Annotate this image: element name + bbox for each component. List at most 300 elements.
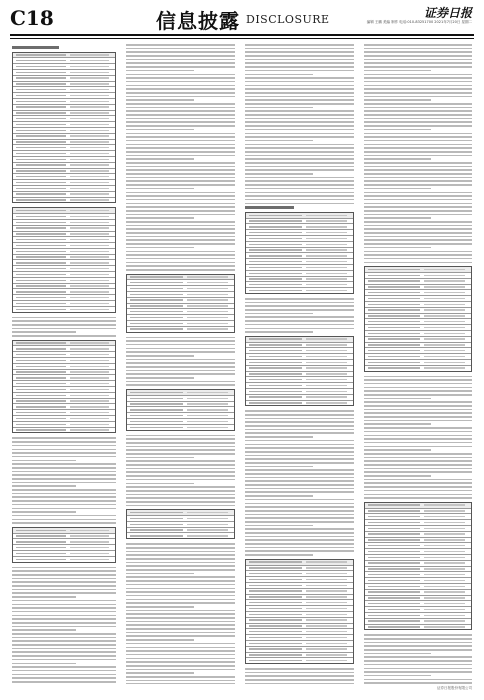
page-number: C18 (10, 6, 54, 30)
text-line (126, 225, 235, 227)
text-line (126, 464, 235, 466)
text-line (364, 199, 472, 201)
text-line (245, 328, 354, 330)
text-line (12, 644, 116, 646)
text-line (126, 654, 235, 656)
text-line (364, 151, 472, 153)
text-line (364, 239, 472, 241)
text-line (364, 66, 472, 68)
text-line (126, 107, 235, 109)
text-line (245, 55, 354, 57)
text-line (245, 66, 354, 68)
text-line (12, 655, 116, 657)
text-line (12, 500, 116, 502)
text-line (126, 362, 235, 364)
text-line (126, 468, 235, 470)
text-line (126, 505, 235, 507)
table-row (13, 307, 115, 312)
text-line (126, 162, 235, 164)
text-line (245, 203, 354, 205)
text-line (126, 269, 235, 271)
text-line (245, 320, 354, 322)
text-line (245, 484, 354, 486)
text-line (126, 647, 235, 649)
text-line (12, 640, 116, 642)
text-line (245, 147, 354, 149)
text-line (126, 118, 235, 120)
text-line (12, 629, 76, 631)
text-line (364, 107, 472, 109)
text-line (12, 331, 76, 333)
text-line (126, 486, 235, 488)
text-line (364, 649, 472, 651)
text-line (364, 147, 472, 149)
text-line (364, 243, 472, 245)
text-line (126, 446, 235, 448)
masthead-rule-thick (10, 34, 474, 36)
text-line (126, 366, 235, 368)
text-line (126, 337, 235, 339)
data-table (12, 52, 116, 204)
text-line (245, 298, 354, 300)
text-line (126, 624, 235, 626)
text-line (126, 96, 235, 98)
text-line (12, 596, 76, 598)
text-line (245, 421, 354, 423)
text-line (126, 199, 235, 201)
text-line (245, 503, 354, 505)
text-line (364, 438, 472, 440)
text-line (364, 251, 472, 253)
text-line (12, 611, 116, 613)
text-line (364, 442, 472, 444)
text-line (12, 570, 116, 572)
text-line (12, 600, 116, 602)
text-line (245, 455, 354, 457)
text-line (245, 59, 354, 61)
text-line (126, 66, 235, 68)
text-line (245, 536, 354, 538)
text-line (12, 607, 116, 609)
text-line (364, 671, 472, 673)
text-line (126, 384, 235, 386)
text-line (12, 633, 116, 635)
text-line (126, 243, 235, 245)
text-line (364, 645, 472, 647)
text-line (126, 669, 235, 671)
text-line (126, 55, 235, 57)
text-line (364, 55, 472, 57)
text-line (245, 447, 354, 449)
text-line (245, 444, 354, 446)
text-line (364, 81, 472, 83)
text-line (364, 114, 472, 116)
text-line (126, 377, 194, 379)
text-line (364, 169, 472, 171)
text-line (12, 589, 116, 591)
text-line (12, 452, 116, 454)
data-table (364, 266, 472, 371)
text-line (245, 514, 354, 516)
text-line (245, 477, 354, 479)
table-row (365, 366, 471, 371)
text-line (126, 639, 194, 641)
text-line (364, 59, 472, 61)
section-heading (245, 206, 294, 209)
text-line (12, 445, 116, 447)
text-line (126, 77, 235, 79)
text-line (12, 441, 116, 443)
column-3 (245, 44, 354, 684)
text-line (245, 432, 354, 434)
text-line (12, 474, 116, 476)
text-line (245, 74, 313, 76)
text-line (126, 265, 235, 267)
text-line (364, 180, 472, 182)
text-line (12, 508, 116, 510)
text-line (126, 573, 194, 575)
text-line (126, 632, 235, 634)
text-line (245, 451, 354, 453)
text-line (245, 510, 354, 512)
text-line (364, 155, 472, 157)
text-line (245, 44, 354, 46)
data-table (245, 559, 354, 664)
text-line (126, 665, 235, 667)
text-line (12, 615, 116, 617)
text-line (12, 622, 116, 624)
text-line (245, 521, 354, 523)
text-line (126, 453, 235, 455)
text-line (364, 173, 472, 175)
text-line (12, 677, 116, 679)
text-line (245, 554, 313, 556)
newspaper-logo: 证券日报 (423, 6, 472, 20)
data-table (126, 389, 235, 431)
text-line (12, 681, 116, 683)
text-line (12, 604, 116, 606)
text-line (12, 581, 116, 583)
table-row (365, 625, 471, 630)
text-line (12, 449, 116, 451)
text-line (245, 103, 354, 105)
text-line (12, 324, 116, 326)
text-line (364, 675, 431, 677)
text-line (364, 125, 472, 127)
text-line (12, 637, 116, 639)
text-line (364, 427, 472, 429)
text-line (364, 144, 472, 146)
text-line (364, 221, 472, 223)
text-line (12, 471, 116, 473)
text-line (12, 437, 116, 439)
text-line (245, 462, 354, 464)
text-line (245, 532, 354, 534)
section-title: 信息披露 (156, 9, 240, 33)
text-line (245, 158, 354, 160)
text-line (364, 74, 472, 76)
text-line (126, 48, 235, 50)
text-line (126, 85, 235, 87)
text-line (126, 438, 235, 440)
text-line (12, 328, 116, 330)
text-line (245, 499, 354, 501)
text-line (126, 166, 235, 168)
text-line (364, 401, 472, 403)
text-line (126, 650, 235, 652)
text-line (245, 305, 354, 307)
masthead (10, 4, 474, 32)
data-table (126, 509, 235, 539)
text-line (245, 166, 354, 168)
text-line (126, 435, 235, 437)
text-line (245, 491, 354, 493)
text-line (126, 621, 235, 623)
text-line (245, 517, 354, 519)
text-line (245, 133, 354, 135)
text-line (12, 335, 116, 337)
text-line (126, 602, 235, 604)
text-line (245, 495, 313, 497)
text-line (126, 576, 235, 578)
text-line (245, 96, 354, 98)
text-line (245, 525, 313, 527)
text-line (126, 497, 235, 499)
text-line (126, 247, 194, 249)
text-line (12, 592, 116, 594)
text-line (126, 155, 235, 157)
text-line (364, 192, 472, 194)
text-line (245, 144, 354, 146)
text-line (245, 51, 354, 53)
text-line (364, 129, 431, 131)
text-line (245, 414, 354, 416)
text-line (126, 442, 235, 444)
text-line (245, 180, 354, 182)
text-line (245, 151, 354, 153)
text-line (245, 683, 354, 684)
text-line (364, 217, 431, 219)
text-line (364, 376, 472, 378)
text-line (126, 449, 235, 451)
column-2 (126, 44, 235, 684)
table-row (13, 557, 115, 562)
text-line (364, 225, 472, 227)
text-line (126, 340, 235, 342)
text-line (126, 547, 235, 549)
text-line (364, 92, 472, 94)
text-line (364, 236, 472, 238)
text-line (364, 479, 472, 481)
text-line (364, 634, 472, 636)
text-line (126, 70, 194, 72)
text-line (126, 348, 235, 350)
text-line (364, 228, 472, 230)
text-line (364, 475, 431, 477)
text-line (364, 497, 472, 499)
text-line (126, 114, 235, 116)
text-line (245, 331, 313, 333)
text-line (364, 412, 472, 414)
text-line (126, 501, 235, 503)
text-line (364, 660, 472, 662)
text-line (364, 110, 472, 112)
text-line (126, 643, 235, 645)
text-line (364, 664, 472, 666)
text-line (12, 496, 116, 498)
text-line (364, 184, 472, 186)
text-line (364, 162, 472, 164)
text-line (245, 85, 354, 87)
text-line (126, 490, 235, 492)
text-line (364, 435, 472, 437)
text-line (245, 488, 354, 490)
text-line (126, 188, 194, 190)
text-line (12, 485, 76, 487)
text-line (245, 70, 354, 72)
text-line (126, 74, 235, 76)
text-line (126, 121, 235, 123)
text-line (12, 493, 116, 495)
text-line (245, 324, 354, 326)
text-line (364, 390, 472, 392)
text-line (126, 471, 235, 473)
text-line (126, 110, 235, 112)
text-line (12, 574, 116, 576)
text-line (245, 473, 354, 475)
text-line (12, 504, 116, 506)
text-line (245, 129, 354, 131)
text-line (126, 554, 235, 556)
text-line (364, 44, 472, 46)
text-line (126, 44, 235, 46)
text-line (12, 626, 116, 628)
text-line (245, 480, 354, 482)
text-line (245, 410, 354, 412)
text-line (126, 617, 235, 619)
text-line (126, 344, 235, 346)
text-line (12, 456, 116, 458)
text-line (245, 309, 354, 311)
text-line (364, 387, 472, 389)
text-line (364, 118, 472, 120)
text-line (126, 610, 235, 612)
text-line (126, 133, 235, 135)
text-line (126, 595, 235, 597)
masthead-meta: 编辑 王鹏 美编 制作 电话:010-83251700 2021年7月20日 星期二 (366, 20, 472, 24)
text-line (126, 210, 235, 212)
text-line (245, 675, 354, 677)
text-line (364, 468, 472, 470)
data-table (245, 336, 354, 407)
text-line (12, 663, 76, 665)
text-line (364, 158, 431, 160)
text-line (245, 436, 313, 438)
text-line (245, 192, 354, 194)
text-line (12, 585, 116, 587)
text-line (364, 166, 472, 168)
text-line (126, 580, 235, 582)
text-line (126, 169, 235, 171)
text-line (126, 192, 235, 194)
text-line (364, 460, 472, 462)
text-line (126, 584, 235, 586)
text-line (364, 679, 472, 681)
text-line (245, 429, 354, 431)
text-line (12, 578, 116, 580)
text-line (126, 370, 235, 372)
text-line (126, 494, 235, 496)
text-line (126, 351, 235, 353)
text-line (126, 381, 235, 383)
table-row (246, 288, 353, 293)
table-row (127, 425, 234, 430)
text-line (364, 431, 472, 433)
text-line (12, 674, 116, 676)
text-line (364, 486, 472, 488)
text-line (12, 648, 116, 650)
masthead-rule-thin (10, 38, 474, 39)
text-line (126, 92, 235, 94)
text-line (12, 317, 116, 319)
text-line (364, 656, 472, 658)
text-line (245, 121, 354, 123)
text-line (364, 254, 472, 256)
text-line (245, 62, 354, 64)
text-line (126, 661, 235, 663)
text-line (364, 423, 431, 425)
text-line (126, 239, 235, 241)
text-line (126, 565, 235, 567)
text-line (364, 457, 472, 459)
text-line (126, 136, 235, 138)
text-line (364, 405, 472, 407)
text-line (364, 51, 472, 53)
text-line (245, 177, 354, 179)
text-line (364, 177, 472, 179)
text-line (245, 199, 354, 201)
text-line (126, 129, 194, 131)
table-row (127, 327, 234, 332)
text-line (126, 59, 235, 61)
text-line (126, 173, 235, 175)
text-line (126, 680, 235, 682)
text-line (245, 316, 354, 318)
text-line (245, 92, 354, 94)
text-line (245, 155, 354, 157)
text-line (12, 567, 116, 569)
text-line (364, 668, 472, 670)
text-line (126, 373, 235, 375)
text-line (364, 188, 431, 190)
text-line (245, 99, 354, 101)
text-line (126, 236, 235, 238)
text-line (245, 81, 354, 83)
text-line (126, 460, 235, 462)
text-line (364, 133, 472, 135)
text-line (364, 494, 472, 496)
text-line (126, 88, 235, 90)
text-line (364, 62, 472, 64)
text-line (126, 81, 235, 83)
text-line (245, 550, 354, 552)
text-line (126, 599, 235, 601)
text-line (126, 203, 235, 205)
text-line (126, 258, 235, 260)
text-line (364, 262, 472, 264)
text-line (245, 48, 354, 50)
text-line (126, 628, 235, 630)
